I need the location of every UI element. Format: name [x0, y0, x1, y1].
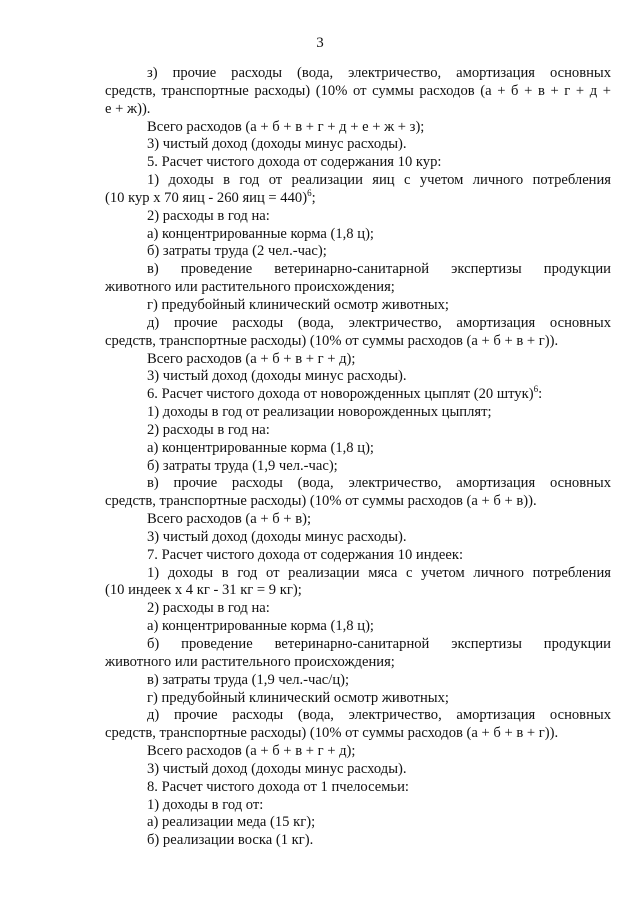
text-line: [105, 404, 611, 422]
text-line-content: 7. Расчет чистого дохода от содержания 10 индеек:: [147, 546, 464, 563]
text-line: [105, 814, 611, 832]
text-line: [105, 511, 611, 529]
text-line-content: 6. Расчет чистого дохода от новорожденных цыплят (20 штук): [147, 386, 534, 403]
text-line: [105, 493, 611, 511]
text-line-content: 3) чистый доход (доходы минус расходы).: [147, 528, 407, 545]
text-line: [105, 458, 611, 476]
text-line: [105, 65, 611, 83]
text-line: [105, 172, 611, 190]
text-line-content: 2) расходы в год на:: [147, 207, 270, 224]
text-line-punctuation: :: [538, 386, 543, 403]
text-line-content: в) проведение ветеринарно-санитарной экспертизы продукции: [147, 261, 611, 278]
text-line-content: 2) расходы в год на:: [147, 421, 270, 438]
footnote-ref: 6: [533, 384, 539, 395]
text-line: [105, 119, 611, 137]
text-line-content: Всего расходов (а + б + в);: [147, 511, 311, 528]
text-line-content: Всего расходов (а + б + в + г + д);: [147, 743, 356, 760]
text-line-content: а) концентрированные корма (1,8 ц);: [147, 439, 374, 456]
text-line-content: 3) чистый доход (доходы минус расходы).: [147, 760, 407, 777]
text-line-content: (10 кур х 70 яиц - 260 яиц = 440): [105, 189, 308, 206]
text-line-content: 1) доходы в год от реализации яиц с учетом личного потребления: [147, 172, 611, 189]
text-line-content: г) предубойный клинический осмотр животных;: [147, 296, 449, 313]
text-line-content: г) предубойный клинический осмотр животных;: [147, 689, 449, 706]
text-line: [105, 654, 611, 672]
text-line-content: а) концентрированные корма (1,8 ц);: [147, 225, 374, 242]
text-line: [105, 529, 611, 547]
text-line: [105, 154, 611, 172]
text-line: [105, 582, 611, 600]
text-line: [105, 226, 611, 244]
text-line-content: д) прочие расходы (вода, электричество, амортизация основных: [147, 314, 611, 331]
text-line-content: (10 индеек х 4 кг - 31 кг = 9 кг);: [105, 582, 302, 599]
text-line-content: б) затраты труда (1,9 чел.-час);: [147, 457, 338, 474]
text-line: [105, 243, 611, 261]
text-line-content: 1) доходы в год от реализации мяса с учетом личного потребления: [147, 564, 611, 581]
text-line-content: животного или растительного происхождения;: [105, 653, 395, 670]
text-line: [105, 279, 611, 297]
text-line: [105, 743, 611, 761]
footnote-ref: 6: [307, 188, 312, 199]
text-line: [105, 261, 611, 279]
text-line: [105, 333, 611, 351]
text-line-content: в) прочие расходы (вода, электричество, амортизация основных: [147, 475, 611, 492]
text-line: [105, 618, 611, 636]
text-line-content: средств, транспортные расходы) (10% от суммы расходов (а + б + в + г)).: [105, 725, 559, 742]
text-line-content: б) затраты труда (2 чел.-час);: [147, 243, 327, 260]
page-number: 3: [316, 35, 324, 51]
text-line-content: 8. Расчет чистого дохода от 1 пчелосемьи:: [147, 778, 409, 795]
text-line: [105, 83, 611, 101]
text-line: [105, 779, 611, 797]
text-line: [105, 101, 611, 119]
text-line-content: а) реализации меда (15 кг);: [147, 814, 316, 831]
text-line: [105, 797, 611, 815]
text-line-content: д) прочие расходы (вода, электричество, амортизация основных: [147, 707, 611, 724]
text-line-content: 5. Расчет чистого дохода от содержания 10 кур:: [147, 154, 442, 171]
text-line-content: 3) чистый доход (доходы минус расходы).: [147, 368, 407, 385]
text-line-content: 1) доходы в год от:: [147, 796, 264, 813]
text-line: [105, 547, 611, 565]
text-line-content: 3) чистый доход (доходы минус расходы).: [147, 136, 407, 153]
text-line-content: б) реализации воска (1 кг).: [147, 832, 314, 849]
text-line: [105, 351, 611, 369]
text-line-content: в) затраты труда (1,9 чел.-час/ц);: [147, 671, 350, 688]
text-line: [105, 136, 611, 154]
text-line: [105, 386, 611, 404]
text-line: [105, 315, 611, 333]
text-line-content: средств, транспортные расходы) (10% от суммы расходов (а + б + в + г + д +: [105, 82, 611, 99]
text-line: [105, 636, 611, 654]
text-line-content: Всего расходов (а + б + в + г + д);: [147, 350, 356, 367]
text-line: [105, 208, 611, 226]
text-line: [105, 600, 611, 618]
text-line: [105, 707, 611, 725]
text-line-punctuation: ;: [311, 189, 316, 206]
text-line: [105, 761, 611, 779]
document-body: [105, 65, 611, 850]
text-line-content: е + ж)).: [105, 100, 151, 117]
text-line-content: средств, транспортные расходы) (10% от суммы расходов (а + б + в)).: [105, 493, 537, 510]
text-line-content: 2) расходы в год на:: [147, 600, 270, 617]
text-line: [105, 440, 611, 458]
text-line: [105, 422, 611, 440]
text-line: [105, 690, 611, 708]
text-line-content: 1) доходы в год от реализации новорожденных цыплят;: [147, 404, 492, 421]
text-line-content: Всего расходов (а + б + в + г + д + е + ж + з);: [147, 118, 425, 135]
text-line: [105, 190, 611, 208]
text-line-content: б) проведение ветеринарно-санитарной экспертизы продукции: [147, 636, 611, 652]
text-line: [105, 672, 611, 690]
text-line-content: з) прочие расходы (вода, электричество, амортизация основных: [147, 65, 611, 81]
text-line: [105, 297, 611, 315]
text-line: [105, 475, 611, 493]
text-line-content: животного или растительного происхождения;: [105, 279, 395, 296]
text-line: [105, 565, 611, 583]
text-line: [105, 725, 611, 743]
text-line-content: а) концентрированные корма (1,8 ц);: [147, 618, 374, 635]
text-line-content: средств, транспортные расходы) (10% от суммы расходов (а + б + в + г)).: [105, 332, 559, 349]
text-line: [105, 832, 611, 850]
